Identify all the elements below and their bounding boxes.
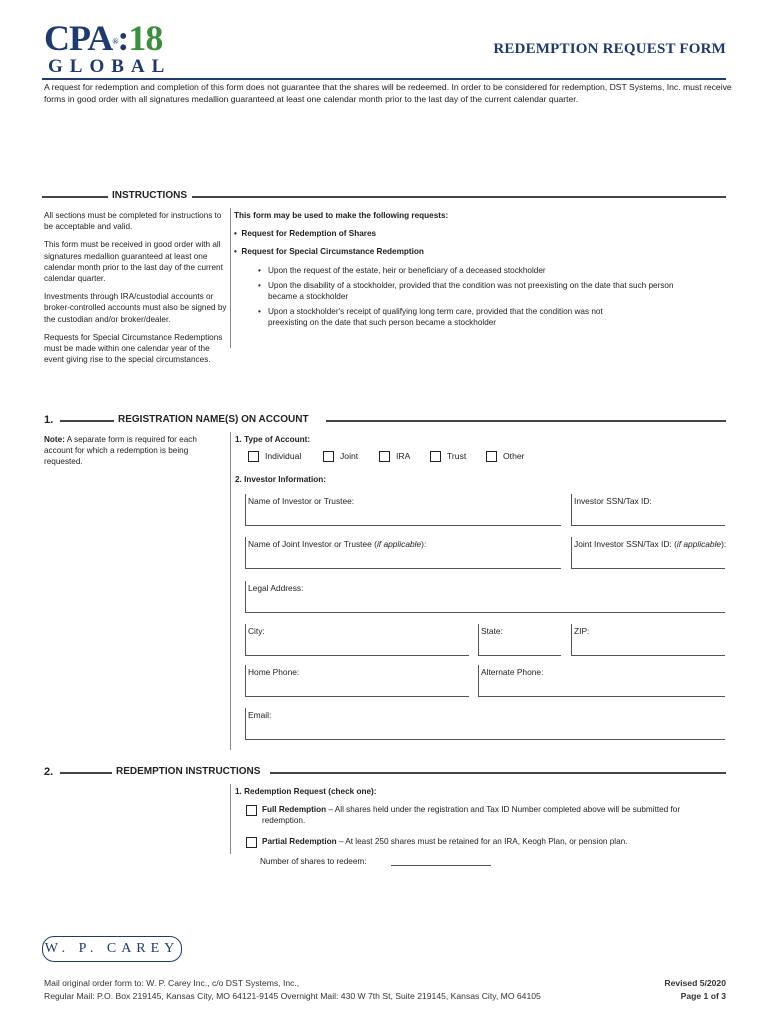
instruction-text: All sections must be completed for instructions to be acceptable and valid. — [44, 211, 222, 232]
checkbox-joint[interactable]: Joint — [323, 451, 358, 462]
checkbox[interactable] — [323, 451, 334, 462]
state-field[interactable]: State: — [478, 624, 561, 656]
instructions-heading: INSTRUCTIONS — [112, 190, 187, 201]
checkbox-ira[interactable]: IRA — [379, 451, 410, 462]
checkbox[interactable] — [486, 451, 497, 462]
instruction-text: Requests for Special Circumstance Redemptions must be made within one calendar year of the event giving rise to the special circumstances. — [44, 332, 223, 365]
divider — [60, 420, 114, 422]
instruction-text: Investments through IRA/custodial accounts or broker-controlled accounts must also be signed by the custodian and/or broker/dealer. — [44, 292, 227, 324]
sub-bullet: • Upon the request of the estate, heir or beneficiary of a deceased stockholder — [258, 265, 546, 275]
checkbox[interactable] — [430, 451, 441, 462]
shares-to-redeem-label: Number of shares to redeem: — [260, 857, 367, 866]
divider — [270, 772, 726, 774]
legal-address-field[interactable]: Legal Address: — [245, 581, 725, 613]
column-divider — [230, 208, 231, 348]
global-logo-text: GLOBAL — [48, 56, 172, 77]
joint-investor-ssn-field[interactable]: Joint Investor SSN/Tax ID: (if applicable): — [571, 537, 725, 569]
sub-bullet: • Upon a stockholder's receipt of qualifying long term care, provided that the condition was not preexisting on the date that such person became a stockholder — [258, 307, 603, 328]
requests-lead: This form may be used to make the following requests: — [234, 211, 449, 220]
zip-field[interactable]: ZIP: — [571, 624, 725, 656]
title-divider — [42, 78, 726, 80]
redemption-request-label: 1. Redemption Request (check one): — [235, 787, 377, 796]
mail-instructions: Mail original order form to: W. P. Carey Inc., c/o DST Systems, Inc., Regular Mail: P.O. Box 219145, Kansas City, MO 64121-9145 Overnight Mail: 430 W 7th St, Suite 219145, Kansas City, MO 64105 — [44, 978, 541, 1001]
intro-text: A request for redemption and completion of this form does not guarantee that the shares will be redeemed. In order to be considered for redemption, DST Systems, Inc. must receive forms in good order with all signatures medallion guaranteed at least one calendar month prior to the last day of the current calendar quarter. — [44, 82, 732, 104]
bullet-special: • Request for Special Circumstance Redemption — [234, 247, 424, 257]
column-divider — [230, 784, 231, 854]
section1-note: Note: A separate form is required for each account for which a redemption is being requested. — [44, 435, 197, 467]
page-meta — [664, 977, 726, 1003]
alternate-phone-field[interactable]: Alternate Phone: — [478, 665, 725, 697]
home-phone-field[interactable]: Home Phone: — [245, 665, 469, 697]
checkbox-other[interactable]: Other — [486, 451, 525, 462]
instructions-left — [44, 210, 228, 372]
divider — [326, 420, 726, 422]
section2-heading: REDEMPTION INSTRUCTIONS — [116, 766, 261, 777]
joint-investor-name-field[interactable]: Name of Joint Investor or Trustee (if applicable): — [245, 537, 561, 569]
investor-info-label: 2. Investor Information: — [235, 475, 326, 484]
divider — [42, 196, 108, 198]
column-divider — [230, 432, 231, 750]
partial-redemption-option[interactable]: Partial Redemption – At least 250 shares must be retained for an IRA, Keogh Plan, or pension plan. — [246, 836, 716, 848]
checkbox[interactable] — [248, 451, 259, 462]
form-title: REDEMPTION REQUEST FORM — [493, 41, 726, 57]
email-field[interactable]: Email: — [245, 708, 725, 740]
instructions-right — [234, 210, 704, 329]
page-number: Page 1 of 3 — [680, 991, 726, 1001]
section1-heading: REGISTRATION NAME(S) ON ACCOUNT — [118, 414, 309, 425]
investor-ssn-field[interactable]: Investor SSN/Tax ID: — [571, 494, 725, 526]
section2-number: 2. — [44, 766, 54, 778]
revised-date: Revised 5/2020 — [664, 978, 726, 988]
checkbox[interactable] — [379, 451, 390, 462]
checkbox-trust[interactable]: Trust — [430, 451, 466, 462]
instruction-text: This form must be received in good order with all signatures medallion guaranteed at least one calendar month prior to the last day of the current calendar quarter. — [44, 240, 223, 284]
checkbox-individual[interactable]: Individual — [248, 451, 301, 462]
bullet-redemption: • Request for Redemption of Shares — [234, 229, 377, 239]
shares-to-redeem-input[interactable] — [391, 865, 491, 866]
divider — [60, 772, 112, 774]
wp-carey-logo: W. P. CAREY — [42, 936, 182, 962]
divider — [192, 196, 726, 198]
checkbox[interactable] — [246, 805, 257, 816]
full-redemption-option[interactable]: Full Redemption – All shares held under the registration and Tax ID Number completed above will be submitted for redemption. — [246, 804, 716, 826]
cpa18-logo: CPA®:18 — [44, 18, 163, 58]
section1-number: 1. — [44, 414, 54, 426]
city-field[interactable]: City: — [245, 624, 469, 656]
account-type-label: 1. Type of Account: — [235, 435, 311, 444]
sub-bullet: • Upon the disability of a stockholder, provided that the condition was not preexisting on the date that such person became a stockholder — [258, 280, 674, 302]
checkbox[interactable] — [246, 837, 257, 848]
investor-name-field[interactable]: Name of Investor or Trustee: — [245, 494, 561, 526]
